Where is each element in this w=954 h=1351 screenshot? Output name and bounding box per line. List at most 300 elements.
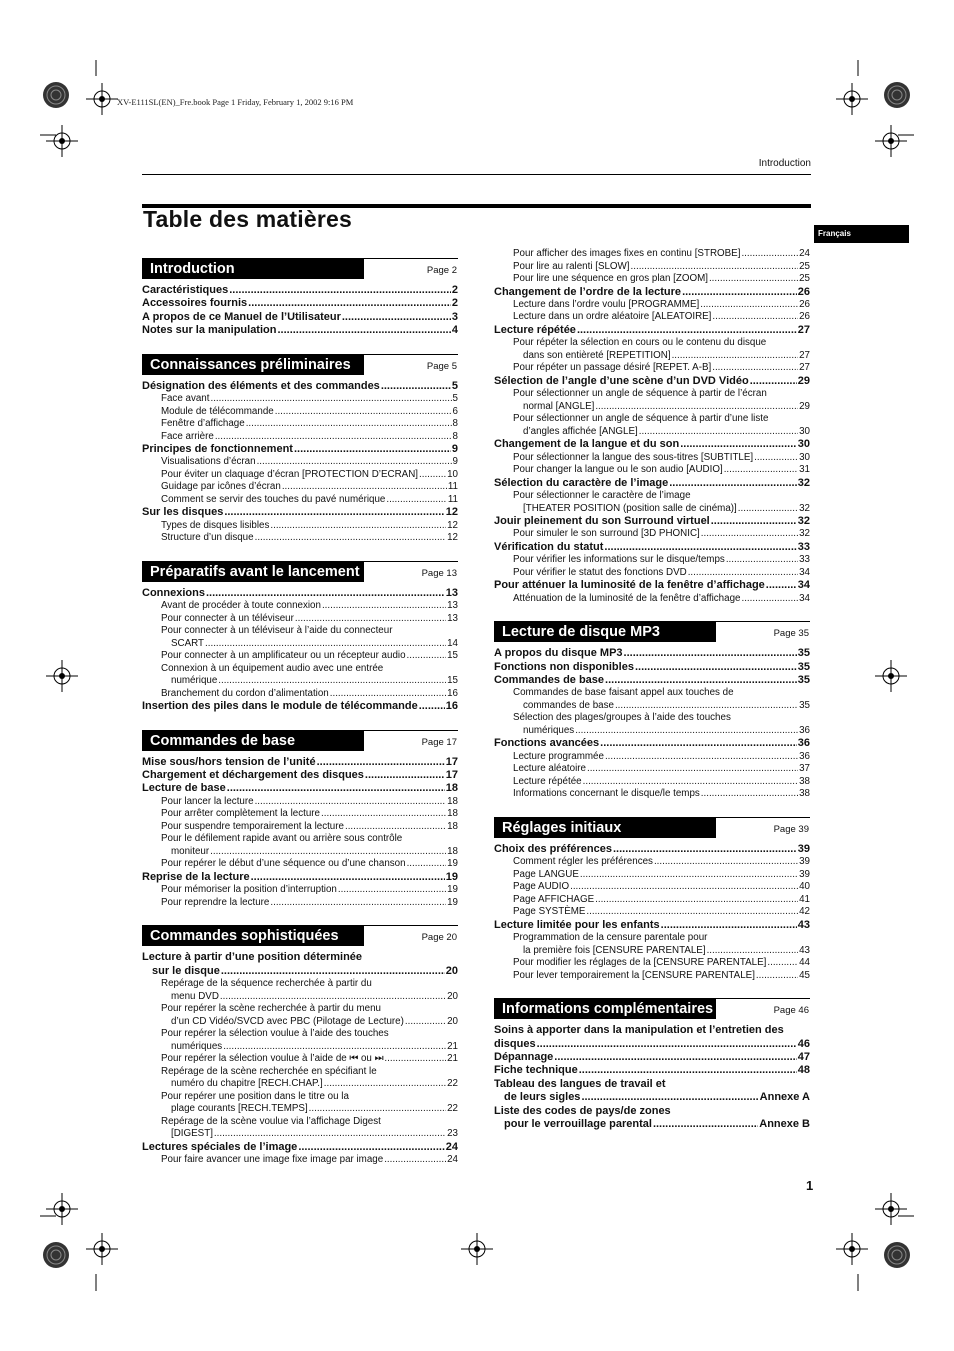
toc-entry-title: Face avant [161,393,210,405]
toc-entry-title: Page SYSTÈME [513,906,586,918]
toc-entry-title: Pour reprendre la lecture [161,896,270,908]
toc-entry-page: 20 [445,964,458,977]
toc-entry[interactable] [142,808,458,821]
section-header [142,354,458,375]
toc-entry[interactable] [494,881,810,894]
toc-entry-title: Pour lever temporairement la [CENSURE PARENTALE] [513,969,755,981]
toc-entry-page: 39 [799,868,810,880]
toc-entry-title: Fiche technique [494,1064,578,1077]
toc-entry-title: numéro du chapitre [RECH.CHAP.] [171,1078,323,1090]
toc-entry[interactable] [494,350,810,363]
toc-entry-page: 35 [797,674,810,687]
toc-entry[interactable] [142,1078,458,1091]
toc-entry[interactable] [494,661,810,674]
toc-entry-page: 19 [447,884,458,896]
toc-entry-title: Sur les disques [142,506,224,519]
toc-entry[interactable] [494,541,810,554]
toc-entry-title: Notes sur la manipulation [142,324,277,337]
toc-entry-page: 43 [797,918,810,931]
toc-leader [615,700,798,713]
toc-entry[interactable] [142,494,458,507]
toc-entry[interactable] [494,248,810,261]
toc-entry-page: 8 [452,418,458,430]
toc-entry-page: 16 [445,700,458,713]
toc-entry[interactable] [494,452,810,465]
toc-entry[interactable] [142,520,458,533]
toc-entry[interactable] [142,600,458,613]
toc-line: Tableau des langues de travail et [494,1077,666,1090]
toc-leader [255,796,447,809]
toc-entry-page: 24 [799,248,810,259]
toc-line: Lecture à partir d’une position déterminée [142,951,363,964]
toc-entry-title: Lecture limitée pour les enfants [494,918,660,931]
toc-entry[interactable] [494,945,810,958]
toc-entry[interactable] [494,311,810,324]
toc-leader [586,906,798,919]
toc-entry-page: 26 [799,311,810,323]
toc-leader [419,469,446,482]
page-number: 1 [806,1178,814,1193]
toc-leader [221,965,445,978]
toc-entry[interactable] [494,1038,810,1051]
toc-entry[interactable] [494,751,810,764]
language-tab: Français [814,225,909,243]
toc-entry[interactable] [494,324,810,337]
toc-leader [605,674,797,687]
toc-entry[interactable] [142,587,458,600]
toc-entry-title: Lecture aléatoire [513,763,586,775]
toc-entry[interactable] [142,884,458,897]
toc-entry-page: 36 [799,724,810,736]
toc-entry-page: 32 [797,476,810,489]
toc-entry[interactable] [142,756,458,769]
toc-leader [600,737,797,750]
toc-entry[interactable] [142,965,458,978]
running-header: Introduction [758,158,811,169]
toc-entry-page: 20 [447,990,458,1002]
section-header [494,998,810,1019]
toc-entry-title: Pour atténuer la luminosité de la fenêtre d’affichage [494,579,765,592]
toc-entry-title: d’angles affichée [ANGLE] [523,425,638,437]
toc-entry[interactable] [494,273,810,286]
toc-entry[interactable] [494,957,810,970]
toc-leader [712,362,798,375]
toc-entry-page: 39 [797,842,810,855]
toc-entry-title: Module de télécommande [161,405,274,417]
toc-entry[interactable] [142,1141,458,1154]
toc-entry-page: 2 [451,284,458,296]
toc-entry-title: SCART [171,637,205,649]
toc-entry-title: Pour répéter un passage désiré [REPET. A-B] [513,362,712,374]
toc-entry-page: 13 [445,586,458,599]
toc-entry[interactable] [142,638,458,651]
section-page: Page 13 [421,567,457,579]
toc-leader [384,1053,446,1066]
toc-entry[interactable] [142,532,458,545]
toc-entry-title: Chargement et déchargement des disques [142,769,364,782]
toc-entry-page: 22 [447,1078,458,1090]
toc-entry[interactable] [494,737,810,750]
toc-entry[interactable] [142,456,458,469]
toc-entry[interactable] [494,528,810,541]
page-title: Table des matières [143,206,352,232]
toc-entry[interactable] [494,286,810,299]
toc-entry[interactable] [494,362,810,375]
toc-leader [631,261,799,274]
toc-entry-title: Pour changer la langue ou le son audio [AUDIO] [513,464,723,476]
toc-entry[interactable] [494,261,810,274]
toc-entry[interactable] [494,856,810,869]
print-info-line: XV-E111SL(EN)_Fre.book Page 1 Friday, February 1, 2002 9:16 PM [117,97,354,107]
toc-entry-title: Lecture programmée [513,750,604,762]
toc-entry-page: 32 [799,502,810,514]
toc-leader [330,688,446,701]
toc-entry[interactable] [494,579,810,592]
toc-entry-page: 33 [797,540,810,553]
toc-entry[interactable] [494,554,810,567]
toc-entry[interactable] [494,1064,810,1077]
toc-entry[interactable] [142,846,458,859]
toc-entry-page: 15 [447,675,458,687]
toc-entry-page: 34 [797,579,810,592]
section-page: Page 35 [773,628,809,640]
toc-line: Pour repérer une position dans le titre ou la [161,1090,349,1102]
toc-entry[interactable] [494,477,810,490]
toc-entry-title: la première fois [CENSURE PARENTALE] [523,944,706,956]
toc-leader [407,858,447,871]
toc-entry-page: 46 [797,1037,810,1050]
toc-leader [321,808,446,821]
toc-entry-title: Lecture dans un ordre aléatoire [ALEATOIRE] [513,311,712,323]
toc-entry-title: Accessoires fournis [142,297,248,310]
toc-entry-title: plage courants [RECH.TEMPS] [171,1103,308,1115]
toc-entry-page: 43 [799,944,810,956]
toc-entry[interactable] [494,725,810,738]
toc-entry-title: Choix des préférences [494,842,612,855]
toc-entry-title: Lecture répétée [513,775,582,787]
toc-leader [604,541,796,554]
toc-entry[interactable] [142,443,458,456]
toc-entry[interactable] [142,796,458,809]
toc-entry-title: numériques [171,1040,223,1052]
toc-entry[interactable] [494,843,810,856]
toc-entry[interactable] [142,1154,458,1167]
toc-entry[interactable] [494,503,810,516]
toc-entry-page: 25 [799,273,810,284]
toc-leader [218,675,446,688]
toc-leader [248,297,451,310]
toc-leader [275,406,452,419]
toc-entry-title: Pour lire une séquence en gros plan [ZOOM] [513,273,708,284]
section-page: Page 39 [773,823,809,835]
toc-entry-page: 23 [447,1128,458,1140]
toc-leader [726,554,798,567]
toc-entry[interactable] [142,481,458,494]
toc-entry-title: Pour modifier les réglages de la [CENSURE PARENTALE] [513,957,767,969]
toc-entry-page: 32 [799,528,810,540]
toc-entry-title: Sélection de l’angle d’une scène d’un DVD Vidéo [494,374,749,387]
toc-leader [595,401,798,414]
toc-line: Pour repérer la scène recherchée à partir du menu [161,1003,382,1015]
toc-entry[interactable] [494,776,810,789]
toc-entry-page: 27 [799,362,810,374]
toc-entry[interactable] [494,567,810,580]
toc-entry-page: 5 [451,379,458,392]
toc-entry[interactable] [142,782,458,795]
toc-entry-page: 19 [445,870,458,883]
toc-entry-title: Face arrière [161,430,214,442]
toc-leader [407,650,447,663]
toc-entry-title: Pour lire au ralenti [SLOW] [513,260,630,272]
toc-entry-title: Changement de l’ordre de la lecture [494,285,682,298]
toc-leader [229,284,451,297]
toc-entry-page: 18 [447,808,458,820]
toc-leader [605,751,798,764]
toc-entry-page: 10 [447,468,458,480]
toc-right-column [494,248,810,1131]
toc-entry-title: Connexions [142,586,205,599]
toc-leader [381,380,451,393]
toc-entry[interactable] [142,418,458,431]
toc-entry-page: 38 [799,788,810,800]
toc-entry[interactable] [142,769,458,782]
toc-entry[interactable] [494,919,810,932]
toc-entry-page: 11 [447,493,458,505]
toc-entry-page: 18 [445,782,458,795]
toc-entry[interactable] [142,1128,458,1141]
toc-entry-page: 24 [447,1154,458,1165]
toc-entry-title: Pour vérifier le statut des fonctions DVD [513,566,687,578]
toc-entry-page: 11 [447,481,458,493]
toc-entry[interactable] [494,515,810,528]
toc-entry-page: 29 [797,374,810,387]
toc-entry-title: Lecture dans l’ordre voulu [PROGRAMME] [513,298,700,310]
header-rule [142,174,811,175]
toc-leader [255,532,447,545]
toc-entry-title: Pour lancer la lecture [161,795,254,807]
toc-entry-title: Informations concernant le disque/le temps [513,788,700,800]
toc-entry[interactable] [494,1118,810,1131]
toc-leader [680,438,797,451]
toc-entry[interactable] [142,650,458,663]
toc-leader [317,756,445,769]
toc-entry-title: A propos du disque MP3 [494,647,623,660]
toc-entry-page: 30 [799,451,810,463]
toc-entry[interactable] [142,406,458,419]
toc-entry-page: 14 [447,637,458,649]
toc-entry[interactable] [494,401,810,414]
toc-entry-page: 2 [451,297,458,310]
toc-leader [322,600,446,613]
toc-entry-title: de leurs sigles [504,1091,581,1104]
toc-entry[interactable] [494,700,810,713]
toc-entry[interactable] [142,700,458,713]
toc-leader [654,856,798,869]
toc-entry[interactable] [142,991,458,1004]
toc-entry[interactable] [142,688,458,701]
toc-entry[interactable] [142,324,458,337]
toc-entry-page: 36 [799,750,810,762]
toc-line: Pour connecter à un téléviseur à l’aide du connecteur [161,625,393,637]
toc-entry[interactable] [494,438,810,451]
toc-entry-title: Pour repérer le début d’une séquence ou d’une chanson [161,858,406,870]
toc-entry[interactable] [142,506,458,519]
toc-entry[interactable] [142,871,458,884]
toc-leader [227,782,445,795]
toc-entry[interactable] [142,1041,458,1054]
toc-leader [741,593,798,606]
toc-entry-page: 6 [452,405,458,417]
toc-leader [338,884,446,897]
toc-entry[interactable] [142,821,458,834]
toc-entry-title: Pour connecter à un amplificateur ou un récepteur audio [161,650,406,662]
toc-entry[interactable] [494,674,810,687]
toc-entry-page: 18 [447,820,458,832]
toc-entry[interactable] [142,311,458,324]
toc-entry-page: 12 [445,506,458,519]
toc-entry-page: 13 [447,612,458,624]
toc-entry[interactable] [142,897,458,910]
toc-leader [701,788,798,801]
toc-entry-page: 12 [447,519,458,531]
toc-leader [580,869,798,882]
toc-entry[interactable] [142,675,458,688]
toc-entry-title: [DIGEST] [171,1128,213,1140]
toc-leader [537,1038,797,1051]
toc-entry-page: 27 [799,349,810,361]
toc-entry-title: Visualisations d’écran [161,456,256,468]
toc-entry-title: sur le disque [152,964,220,977]
toc-entry[interactable] [142,613,458,626]
toc-leader [756,970,798,983]
toc-entry-page: 41 [799,893,810,905]
toc-entry-page: 39 [799,856,810,868]
toc-entry-page: 47 [797,1051,810,1063]
toc-leader [365,769,445,782]
toc-leader [210,846,446,859]
toc-entry[interactable] [494,869,810,882]
toc-entry-title: Page AFFICHAGE [513,893,595,905]
toc-entry-title: Pour mémoriser la position d’interruption [161,884,337,896]
toc-entry[interactable] [142,1103,458,1116]
toc-entry-page: 21 [447,1040,458,1052]
toc-entry[interactable] [142,284,458,297]
toc-leader [251,871,445,884]
toc-entry-title: Principes de fonctionnement [142,443,293,456]
toc-entry-page: 3 [451,310,458,323]
toc-entry-page: 26 [797,285,810,298]
toc-entry[interactable] [142,393,458,406]
toc-line: Pour le défilement rapide avant ou arrière sous contrôle [161,833,403,845]
toc-entry-page: 26 [799,298,810,310]
toc-entry-page: 30 [797,438,810,451]
toc-entry-title: Types de disques lisibles [161,519,270,531]
toc-entry-page: 24 [445,1140,458,1153]
toc-leader [595,894,798,907]
toc-entry[interactable] [494,299,810,312]
section-title: Préparatifs avant le lancement [142,562,364,582]
toc-entry-page: 35 [797,647,810,660]
toc-leader [613,843,797,856]
toc-entry-title: numériques [523,724,575,736]
toc-entry-page: 17 [445,769,458,782]
toc-entry[interactable] [494,1051,810,1064]
toc-entry[interactable] [494,426,810,439]
toc-entry[interactable] [494,788,810,801]
toc-entry[interactable] [142,469,458,482]
toc-line: Liste des codes de pays/de zones [494,1104,671,1117]
toc-entry[interactable] [142,1053,458,1066]
toc-leader [661,919,797,932]
toc-entry-title: Lecture répétée [494,323,576,336]
toc-entry-page: 12 [447,532,458,544]
toc-leader [270,520,446,533]
toc-entry-title: numérique [171,675,218,687]
toc-entry[interactable] [494,593,810,606]
toc-entry-page: 25 [799,260,810,272]
toc-leader [324,1078,446,1091]
toc-leader [294,443,451,456]
toc-entry-title: Jouir pleinement du son Surround virtuel [494,515,710,528]
toc-entry-title: Désignation des éléments et des commandes [142,379,380,392]
toc-leader [282,481,447,494]
toc-entry[interactable] [494,1091,810,1104]
toc-entry[interactable] [494,970,810,983]
toc-line: Pour sélectionner un angle de séquence à partir de l’écran [513,388,767,400]
toc-leader [587,763,798,776]
toc-entry[interactable] [142,380,458,393]
section-page: Page 17 [421,736,457,748]
section-title: Informations complémentaires [494,999,716,1019]
toc-entry-title: disques [494,1037,536,1050]
toc-entry[interactable] [142,431,458,444]
right-sections [494,621,810,1131]
section-title: Réglages initiaux [494,818,716,838]
section-header [142,561,458,582]
toc-leader [700,299,798,312]
toc-entry-title: Lectures spéciales de l’image [142,1140,298,1153]
toc-entry[interactable] [494,763,810,776]
toc-leader [635,661,797,674]
toc-line: Repérage de la séquence recherchée à partir du [161,978,372,990]
toc-leader [257,456,452,469]
toc-entry[interactable] [494,464,810,477]
toc-entry[interactable] [142,858,458,871]
toc-entry[interactable] [142,1016,458,1029]
toc-entry-title: Fenêtre d’affichage [161,418,245,430]
toc-leader [215,431,452,444]
toc-leader [554,1051,796,1064]
toc-entry[interactable] [142,297,458,310]
toc-entry[interactable] [494,894,810,907]
toc-leader [707,945,799,958]
section-title: Commandes sophistiquées [142,926,364,946]
section-header [494,621,810,642]
toc-entry-page: 13 [447,600,458,612]
toc-entry-page: 35 [799,699,810,711]
toc-entry-title: Pour sélectionner la langue des sous-titres [SUBTITLE] [513,451,754,463]
toc-entry[interactable] [494,647,810,660]
toc-entry[interactable] [494,375,810,388]
toc-leader [577,324,797,337]
toc-entry-page: 44 [799,957,810,969]
toc-leader [653,1118,758,1131]
toc-leader [579,1064,797,1077]
toc-entry-title: menu DVD [171,990,219,1002]
toc-entry-title: Commandes de base [494,674,605,687]
toc-entry-title: Dépannage [494,1051,554,1063]
toc-entry[interactable] [494,906,810,919]
